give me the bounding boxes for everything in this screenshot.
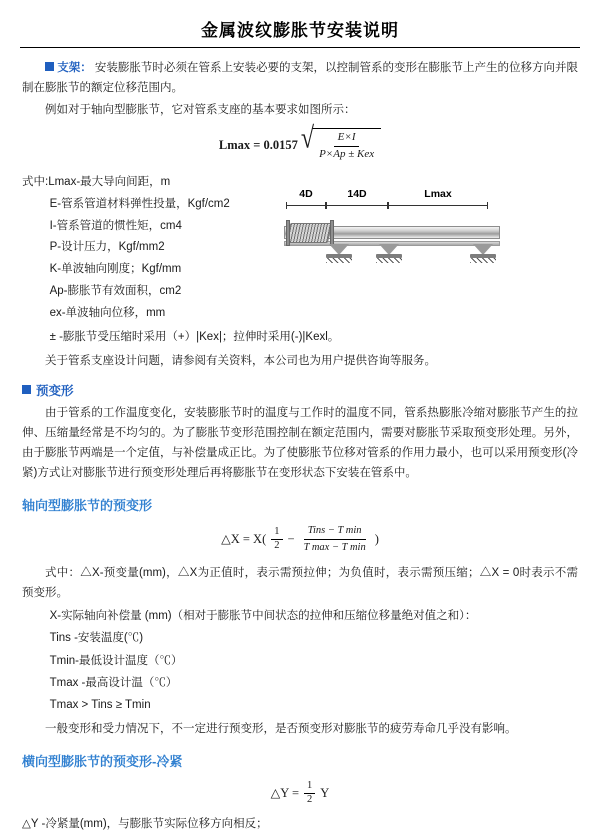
pipe-figure xyxy=(284,210,504,276)
section-predeform-heading-label: 预变形 xyxy=(36,383,74,398)
formula-axial-minus: − xyxy=(287,531,295,546)
axial-predeform-explain: 式中：△X-预变量(mm)，△X为正值时，表示需预拉伸；为负值时，表示需预压缩；△X = 0时表示不需预变形。 xyxy=(22,566,578,599)
formula-lmax-numerator: E×I xyxy=(334,131,360,147)
bellows-icon xyxy=(286,223,332,243)
dim-tick-3 xyxy=(388,205,488,206)
formula-lateral-lhs: △Y = xyxy=(270,786,300,801)
formula-lmax-radical xyxy=(300,122,381,162)
list-item: Tmin-最低设计温度（℃） xyxy=(49,654,183,667)
title-divider xyxy=(20,47,580,48)
formula-axial-half-num: 1 xyxy=(271,526,282,540)
formula-axial-lhs: △X = X( xyxy=(221,532,267,547)
list-item: X-实际轴向补偿量 (mm)（相对于膨胀节中间状态的拉伸和压缩位移量绝对值之和）： xyxy=(49,609,477,622)
axial-predeform-heading: 轴向型膨胀节的预变形 xyxy=(22,498,153,514)
figure-dimension-ticks xyxy=(278,202,578,210)
formula-axial-predeform xyxy=(22,524,578,554)
dim-tick-2 xyxy=(326,205,388,206)
document-content xyxy=(0,58,600,834)
definition-row: I-管系管道的惯性矩，cm4 xyxy=(49,219,182,232)
formula-axial-half-den: 2 xyxy=(274,539,280,551)
section-predeform-para1: 由于管系的工作温度变化，安装膨胀节时的温度与工作时的温度不同，管系热膨胀冷缩对膨胀节产生的拉伸、压缩量经常是不均匀的。为了膨胀节变形范围控制在额定范围内，需要对膨胀节采取预变形处理。另外，由于膨胀节两端是一个定值，与补偿量成正比。为了使膨胀节位移对管系的作用力最小，也可以采用预变形(冷紧)方式让对膨胀节进行预变形处理后再将膨胀节在变形状态下安装在管系中。 xyxy=(22,406,578,480)
support-icon xyxy=(326,244,352,260)
definition-row: 式中:Lmax-最大导向间距，m xyxy=(22,175,171,188)
formula-lmax-denominator: P×Ap ± Kex xyxy=(319,148,375,161)
definition-row: ex-单波轴向位移，mm xyxy=(49,306,166,319)
document-page xyxy=(0,16,600,831)
formula-axial-frac-den: T max − T min xyxy=(303,541,366,553)
figure-dim-label: Lmax xyxy=(424,187,452,200)
definitions-and-figure xyxy=(22,168,578,327)
formula-axial-rhs: ) xyxy=(374,531,379,546)
figure-dim-label: 4D xyxy=(299,187,313,200)
support-note: 关于管系支座设计问题，请参阅有关资料，本公司也为用户提供咨询等服务。 xyxy=(45,354,436,367)
definition-row: E-管系管道材料弹性投量，Kgf/cm2 xyxy=(49,197,230,210)
support-icon xyxy=(470,244,496,260)
definition-row: K-单波轴向刚度；Kgf/mm xyxy=(49,263,182,276)
definition-row: ± -膨胀节受压缩时采用（+）|Kex|；拉伸时采用(-)|Kexl。 xyxy=(49,330,340,343)
section-predeform-heading xyxy=(22,381,578,399)
formula-axial-frac-num: Tins − T min xyxy=(304,524,366,540)
formula-lateral-half-num: 1 xyxy=(304,780,315,794)
radical-sign-icon: √ xyxy=(300,122,315,156)
dim-tick-1 xyxy=(286,205,326,206)
axial-predeform-note: 一般变形和受力情况下，不一定进行预变形，是否预变形对膨胀节的疲劳寿命几乎没有影响。 xyxy=(45,722,517,735)
lateral-predeform-heading: 横向型膨胀节的预变形-冷紧 xyxy=(22,754,183,770)
figure-dim-label: 14D xyxy=(347,187,367,200)
lateral-predeform-explain: △Y -冷紧量(mm)，与膨胀节实际位移方向相反； xyxy=(22,818,268,831)
blue-square-icon xyxy=(22,385,31,394)
flange-icon xyxy=(286,220,290,246)
definitions-list xyxy=(22,168,272,327)
formula-lateral-half-den: 2 xyxy=(307,793,313,805)
section-support-para1 xyxy=(22,58,578,98)
formula-lateral-rhs: Y xyxy=(320,785,330,800)
list-item: Tmax > Tins ≥ Tmin xyxy=(49,699,151,712)
definition-row: P-设计压力，Kgf/mm2 xyxy=(49,241,165,254)
blue-square-icon xyxy=(45,62,54,71)
section-support-heading: 支架： xyxy=(57,62,92,74)
list-item: Tmax -最高设计温（℃） xyxy=(49,677,178,690)
formula-lmax xyxy=(22,122,578,162)
section-support-para2: 例如对于轴向型膨胀节，它对管系支座的基本要求如图所示： xyxy=(45,104,356,117)
support-icon xyxy=(376,244,402,260)
figure-dimension-labels xyxy=(278,188,578,200)
definition-pm-row-wrap xyxy=(22,327,578,349)
definition-row: Ap-膨胀节有效面积，cm2 xyxy=(49,285,182,298)
section-support-body: 安装膨胀节时必须在管系上安装必要的支架，以控制管系的变形在膨胀节上产生的位移方向并限制在膨胀节的额定位移范围内。 xyxy=(22,62,579,95)
page-title: 金属波纹膨胀节安装说明 xyxy=(201,21,399,40)
formula-lateral-predeform xyxy=(22,780,578,806)
list-item: Tins -安装温度(℃) xyxy=(49,632,144,645)
axial-expansion-joint-diagram xyxy=(278,168,578,276)
formula-lmax-lhs: Lmax = 0.0157 xyxy=(218,137,298,152)
axial-predeform-items xyxy=(22,605,578,717)
flange-icon xyxy=(330,220,334,246)
